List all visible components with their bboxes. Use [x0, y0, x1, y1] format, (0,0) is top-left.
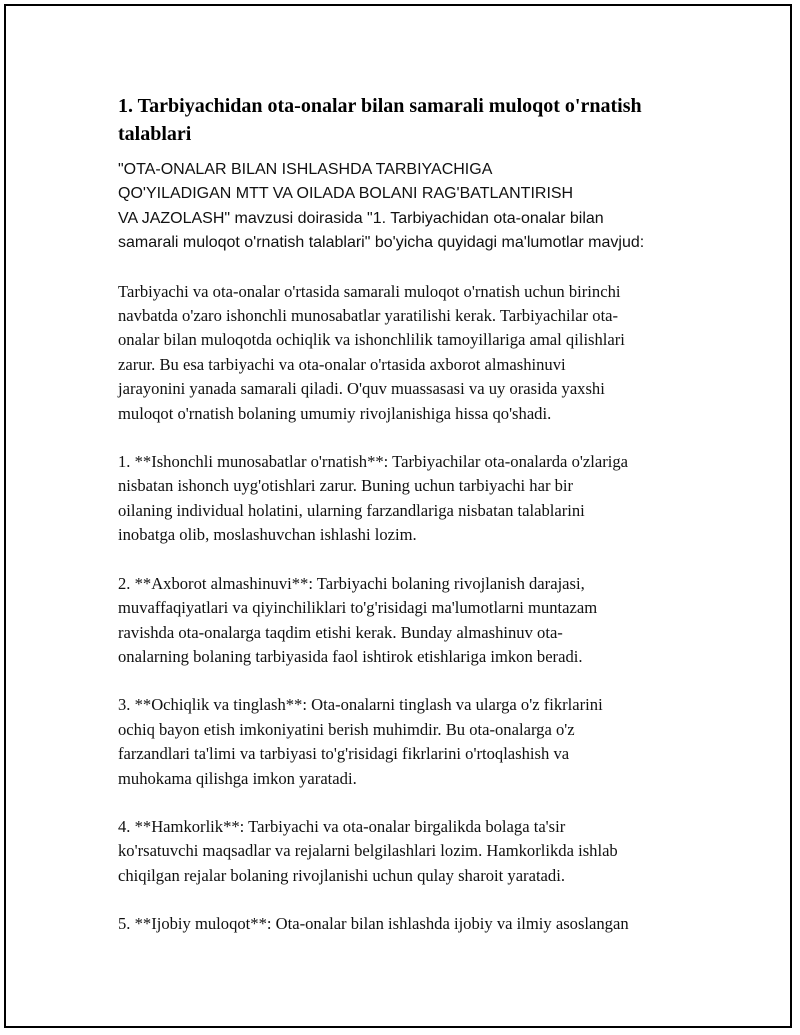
- text-line: "OTA-ONALAR BILAN ISHLASHDA TARBIYACHIGA: [118, 161, 493, 178]
- text-line: nisbatan ishonch uyg'otishlari zarur. Buning uchun tarbiyachi har bir: [118, 476, 574, 496]
- text-line: chiqilgan rejalar bolaning rivojlanishi uchun qulay sharoit yaratadi.: [118, 865, 565, 885]
- text-line: ko'rsatuvchi maqsadlar va rejalarni belgilashlari lozim. Hamkorlikda ishlab: [118, 841, 618, 861]
- text-line: 3. **Ochiqlik va tinglash**: Ota-onalarni tinglash va ularga o'z fikrlarini: [118, 695, 603, 715]
- text-line: ochiq bayon etish imkoniyatini berish muhimdir. Bu ota-onalarga o'z: [118, 719, 575, 739]
- list-item-3: [118, 693, 688, 791]
- text-line: navbatda o'zaro ishonchli munosabatlar yaratilishi kerak. Tarbiyachilar ota-: [118, 306, 619, 326]
- text-line: inobatga olib, moslashuvchan ishlashi lozim.: [118, 525, 417, 545]
- text-line: samarali muloqot o'rnatish talablari" bo'yicha quyidagi ma'lumotlar mavjud:: [118, 234, 645, 252]
- text-line: 1. **Ishonchli munosabatlar o'rnatish**: Tarbiyachilar ota-onalarda o'zlariga: [118, 452, 628, 472]
- title-line: talablari: [118, 123, 192, 145]
- text-line: jarayonini yanada samarali qiladi. O'quv muassasasi va uy orasida yaxshi: [118, 379, 605, 399]
- list-item-4: [118, 815, 688, 888]
- text-line: 2. **Axborot almashinuvi**: Tarbiyachi bolaning rivojlanish darajasi,: [118, 573, 585, 593]
- overview-paragraph: [118, 280, 688, 426]
- document-title: [118, 92, 688, 148]
- text-line: onalar bilan muloqotda ochiqlik va ishonchlilik tamoyillariga amal qilishlari: [118, 330, 625, 350]
- text-line: muloqot o'rnatish bolaning umumiy rivojlanishiga hissa qo'shadi.: [118, 403, 552, 423]
- text-line: 4. **Hamkorlik**: Tarbiyachi va ota-onalar birgalikda bolaga ta'sir: [118, 816, 566, 836]
- text-line: Tarbiyachi va ota-onalar o'rtasida samarali muloqot o'rnatish uchun birinchi: [118, 281, 621, 301]
- text-line: QO'YILADIGAN MTT VA OILADA BOLANI RAG'BATLANTIRISH: [118, 185, 574, 203]
- text-line: farzandlari ta'limi va tarbiyasi to'g'risidagi fikrlarini o'rtoqlashish va: [118, 744, 570, 764]
- intro-paragraph: [118, 158, 688, 256]
- list-item-1: [118, 450, 688, 548]
- text-line: zarur. Bu esa tarbiyachi va ota-onalar o'rtasida axborot almashinuvi: [118, 354, 566, 374]
- text-line: oilaning individual holatini, ularning farzandlariga nisbatan talablarini: [118, 500, 585, 520]
- document-body: [118, 92, 688, 961]
- text-line: onalarning bolaning tarbiyasida faol ishtirok etishlariga imkon beradi.: [118, 646, 583, 666]
- list-item-2: [118, 572, 688, 670]
- text-line: muvaffaqiyatlari va qiyinchiliklari to'g'risidagi ma'lumotlarni muntazam: [118, 598, 598, 618]
- text-line: muhokama qilishga imkon yaratadi.: [118, 768, 357, 788]
- text-line: VA JAZOLASH" mavzusi doirasida "1. Tarbiyachidan ota-onalar bilan: [118, 209, 604, 227]
- list-item-5: [118, 912, 688, 936]
- title-line: 1. Tarbiyachidan ota-onalar bilan samarali muloqot o'rnatish: [118, 95, 642, 117]
- text-line: ravishda ota-onalarga taqdim etishi kerak. Bunday almashinuv ota-: [118, 622, 563, 642]
- text-line: 5. **Ijobiy muloqot**: Ota-onalar bilan ishlashda ijobiy va ilmiy asoslangan: [118, 914, 629, 934]
